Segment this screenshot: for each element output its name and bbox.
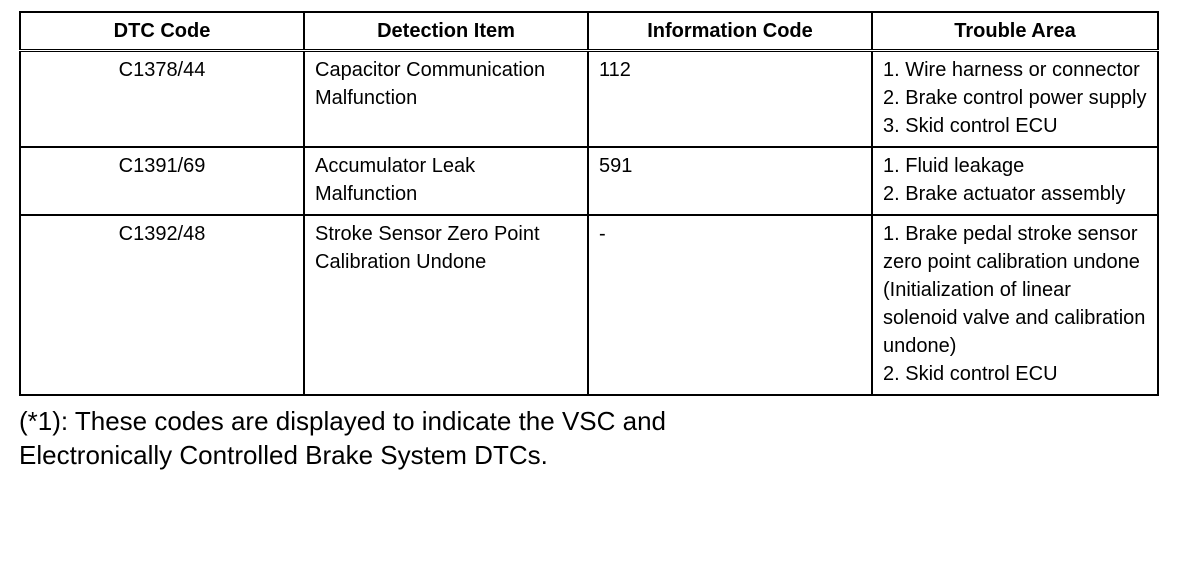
information-code-cell: 591: [588, 147, 872, 215]
information-code-cell: 112: [588, 51, 872, 148]
trouble-area-cell: [872, 147, 1158, 215]
table-row: [20, 147, 1158, 215]
detection-item-cell: Capacitor Communication Malfunction: [304, 51, 588, 148]
dtc-code-cell: C1392/48: [20, 215, 304, 395]
header-dtc-code: DTC Code: [20, 12, 304, 51]
table-header-row: [20, 12, 1158, 51]
trouble-area-item: 2. Skid control ECU: [883, 363, 1058, 385]
trouble-area-cell: [872, 51, 1158, 148]
information-code-cell: -: [588, 215, 872, 395]
trouble-area-item: 1. Fluid leakage: [883, 155, 1025, 177]
dtc-code-cell: C1391/69: [20, 147, 304, 215]
trouble-area-item: 1. Wire harness or connector: [883, 59, 1140, 81]
footnote-line: Electronically Controlled Brake System DTCs.: [19, 440, 548, 470]
table-row: [20, 51, 1158, 148]
header-information-code: Information Code: [588, 12, 872, 51]
detection-item-cell: Accumulator Leak Malfunction: [304, 147, 588, 215]
dtc-code-cell: C1378/44: [20, 51, 304, 148]
footnote: [19, 404, 1157, 472]
trouble-area-item: 1. Brake pedal stroke sensor zero point calibration undone (Initialization of linear solenoid valve and calibration undone): [883, 223, 1146, 357]
detection-item-cell: Stroke Sensor Zero Point Calibration Undone: [304, 215, 588, 395]
header-trouble-area: Trouble Area: [872, 12, 1158, 51]
header-detection-item: Detection Item: [304, 12, 588, 51]
trouble-area-item: 2. Brake control power supply: [883, 87, 1147, 109]
footnote-line: (*1): These codes are displayed to indicate the VSC and: [19, 406, 667, 436]
table-row: [20, 215, 1158, 395]
dtc-table: [19, 11, 1159, 396]
trouble-area-cell: [872, 215, 1158, 395]
document: [19, 11, 1157, 472]
trouble-area-item: 3. Skid control ECU: [883, 115, 1058, 137]
trouble-area-item: 2. Brake actuator assembly: [883, 183, 1126, 205]
